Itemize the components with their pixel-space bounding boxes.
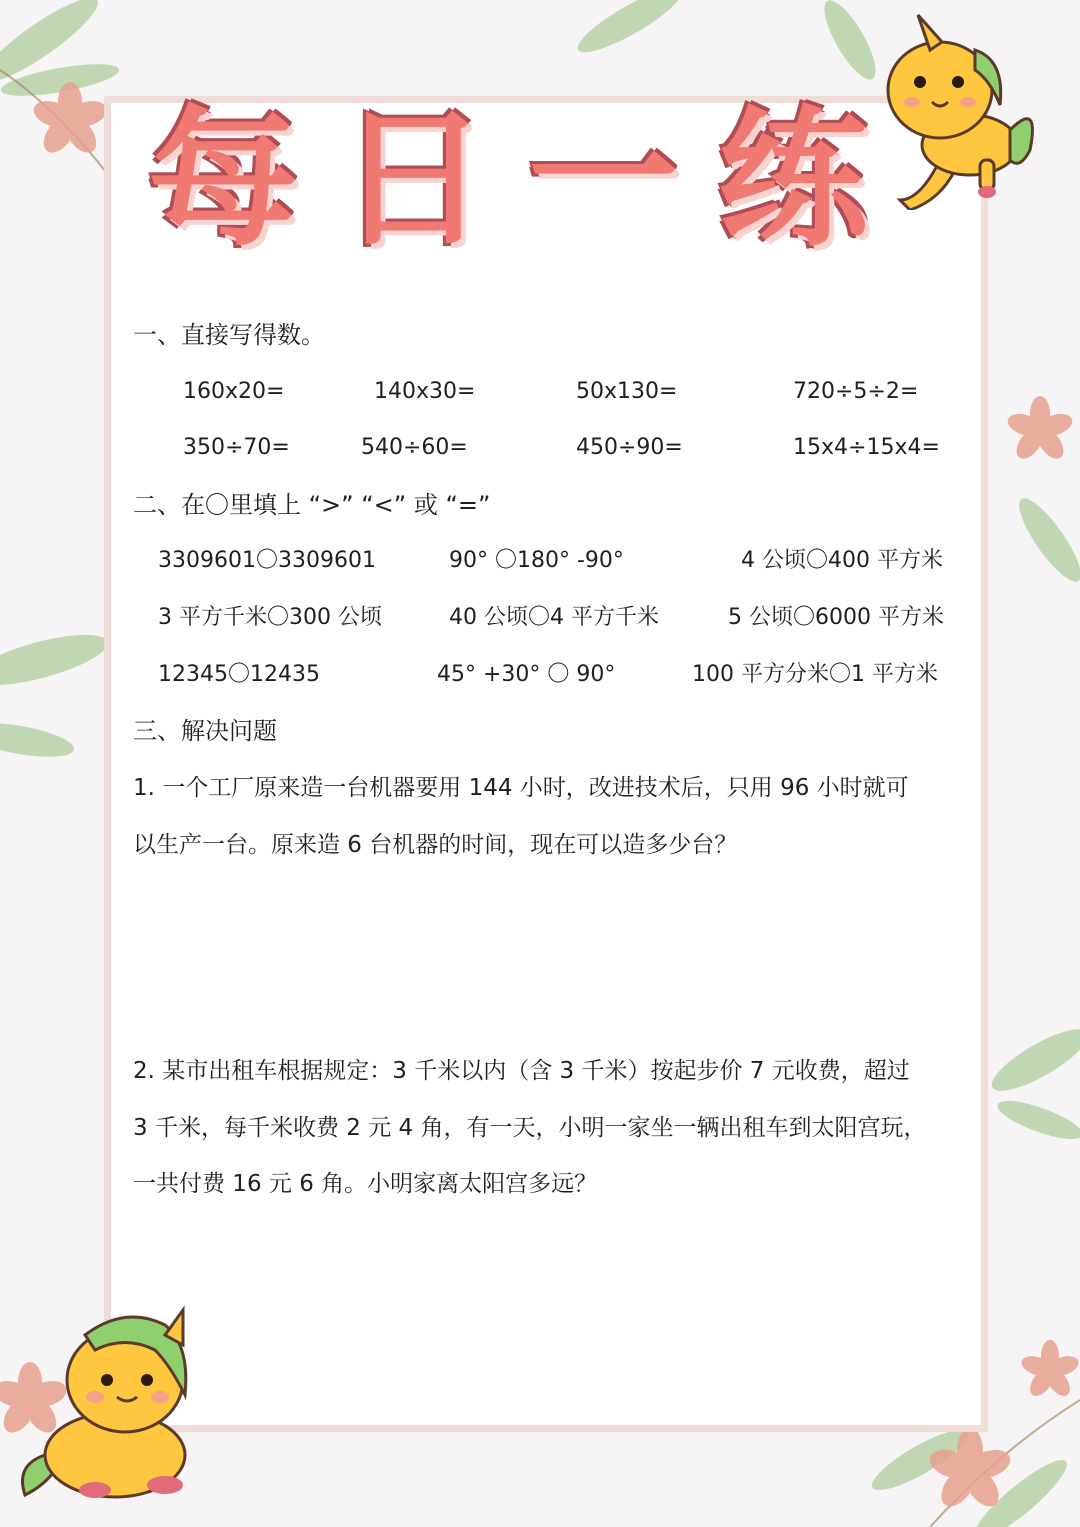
title-char: 每 xyxy=(148,93,299,267)
leaf-icon xyxy=(0,717,77,764)
calc-item: 50x130= xyxy=(576,379,678,404)
compare-item: 45° +30° 〇 90° xyxy=(437,662,616,687)
compare-item: 100 平方分米〇1 平方米 xyxy=(692,662,938,687)
title-char: 练 xyxy=(717,93,868,267)
question-1-line: 以生产一台。原来造 6 台机器的时间，现在可以造多少台？ xyxy=(133,832,738,858)
compare-item: 40 公顷〇4 平方千米 xyxy=(449,605,659,630)
title-char: 日 xyxy=(337,93,488,267)
compare-item: 90° 〇180° -90° xyxy=(449,548,624,573)
flower-icon xyxy=(1019,1340,1080,1400)
section-heading-1: 一、直接写得数。 xyxy=(133,321,325,349)
section-heading-2: 二、在〇里填上 “>” “<” 或 “=” xyxy=(133,491,491,519)
question-2-line: 3 千米，每千米收费 2 元 4 角，有一天，小明一家坐一辆出租车到太阳宫玩， xyxy=(133,1115,927,1141)
calc-item: 720÷5÷2= xyxy=(793,379,919,404)
compare-item: 3 平方千米〇300 公顷 xyxy=(158,605,382,630)
calc-item: 15x4÷15x4= xyxy=(793,435,940,460)
calc-item: 140x30= xyxy=(374,379,476,404)
leaf-icon xyxy=(984,1019,1080,1102)
compare-item: 4 公顷〇400 平方米 xyxy=(741,548,943,573)
calc-item: 350÷70= xyxy=(183,435,290,460)
calc-item: 160x20= xyxy=(183,379,285,404)
page-title xyxy=(148,93,868,267)
section-heading-3: 三、解决问题 xyxy=(133,717,277,745)
unicorn-icon xyxy=(880,10,1040,210)
leaf-icon xyxy=(0,624,112,695)
question-2-line: 一共付费 16 元 6 角。小明家离太阳宫多远？ xyxy=(133,1171,598,1197)
leaf-icon xyxy=(815,0,884,86)
calc-item: 450÷90= xyxy=(576,435,683,460)
worksheet-frame xyxy=(104,93,988,1432)
compare-item: 5 公顷〇6000 平方米 xyxy=(728,605,944,630)
compare-item: 3309601〇3309601 xyxy=(158,548,376,573)
question-1-line: 1. 一个工厂原来造一台机器要用 144 小时，改进技术后，只用 96 小时就可 xyxy=(133,775,909,801)
calc-item: 540÷60= xyxy=(361,435,468,460)
leaf-icon xyxy=(1010,491,1080,589)
compare-item: 12345〇12435 xyxy=(158,662,320,687)
question-2-line: 2. 某市出租车根据规定：3 千米以内（含 3 千米）按起步价 7 元收费，超过 xyxy=(133,1058,910,1084)
flower-icon xyxy=(1005,396,1075,463)
leaf-icon xyxy=(571,0,689,62)
pony-icon xyxy=(15,1305,205,1505)
leaf-icon xyxy=(994,1093,1080,1146)
title-char: 一 xyxy=(527,93,678,267)
